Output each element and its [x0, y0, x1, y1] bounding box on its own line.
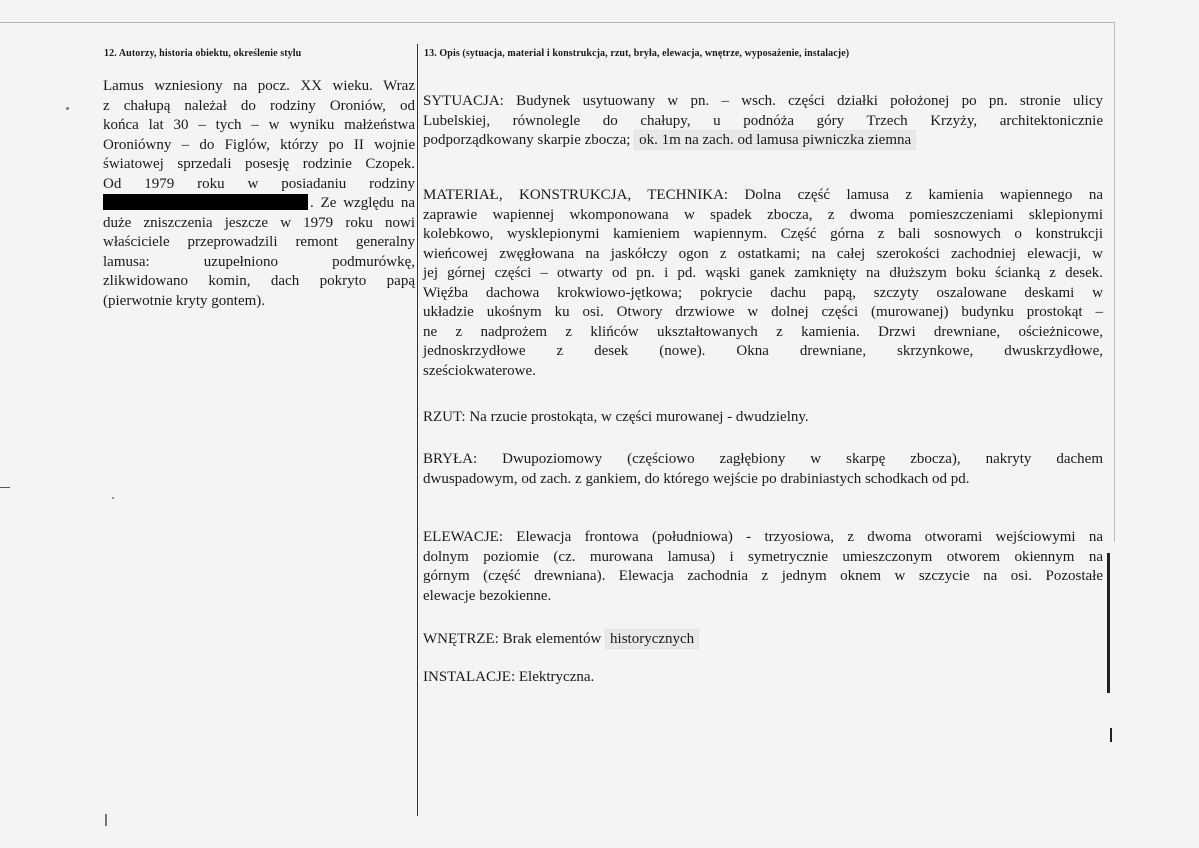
elewacje-line: elewacje bezokienne.: [423, 587, 552, 604]
margin-bar: [1110, 728, 1112, 742]
bryla-line: dwuspadowym, od zach. z gankiem, do którego wejście po drabiniastych schodkach od pd.: [423, 470, 970, 487]
material-line: ne z nadprożem z klińców ukształtowanych z kamienia. Drzwi drewniane, ościeżnicowe,: [423, 323, 1103, 340]
sytuacja-line: [423, 131, 1103, 151]
material-line: wieńcowej zwęgłowana na jaskółczy ogon z ostatkami; na całej szerokości zachodniej elewacji, w: [423, 245, 1103, 262]
material-line: Więźba dachowa krokwiowo-jętkowa; pokrycie dachu papą, szczyty oszalowane deskami w: [423, 284, 1103, 301]
history-line: Oroniówny – do Figlów, którzy po II wojnie: [103, 136, 415, 153]
column-divider: [417, 44, 418, 816]
section-12-header: 12. Autorzy, historia obiektu, określenie stylu: [104, 48, 302, 59]
material-paragraph: [423, 186, 1103, 381]
history-line: duże zniszczenia jeszcze w 1979 roku nowi: [103, 214, 415, 231]
history-line: zlikwidowano komin, dach pokryto papą: [103, 273, 415, 289]
instalacje-line: INSTALACJE: Elektryczna.: [423, 669, 595, 685]
section-13-header: 13. Opis (sytuacja, materiał i konstrukcja, rzut, bryła, elewacja, wnętrze, wyposażenie, instalacje): [424, 48, 850, 59]
history-line: z chałupą należał do rodziny Oroniów, od: [103, 97, 415, 114]
wnetrze-paragraph: [423, 630, 1103, 650]
wnetrze-line: [423, 630, 1103, 650]
elewacje-line: dolnym poziomie (cz. murowana lamusa) i symetrycznie umieszczonym otworem okiennym na: [423, 548, 1103, 565]
elewacje-line: górnym (część drewniana). Elewacja zachodnia z jednym oknem w szczycie na osi. Pozostałe: [423, 568, 1103, 584]
material-line: jej górnej części – otwarty od pn. i pd. wąski ganek zamknięty na dłuższym boku ścianką z desek.: [423, 265, 1103, 281]
history-text: [103, 77, 415, 311]
elewacje-line: ELEWACJE: Elewacja frontowa (południowa) - trzyosiowa, z dwoma otworami wejściowymi na: [423, 529, 1103, 545]
history-line: Lamus wzniesiony na pocz. XX wieku. Wraz: [103, 78, 415, 94]
rzut-line: RZUT: Na rzucie prostokąta, w części murowanej - dwudzielny.: [423, 409, 809, 425]
history-line: końca lat 30 – tych – w wyniku małżeństwa: [103, 117, 415, 133]
material-line: kolebkowo, wysklepionymi kamieniem wapiennym. Część górna z bali sosnowych o konstrukcji: [423, 226, 1103, 242]
wnetrze-label: WNĘTRZE: Brak elementów: [423, 631, 602, 647]
history-line: światowej sprzedali posesję rodzinie Czopek.: [103, 156, 415, 172]
history-line: właściciele przeprowadzili remont generalny: [103, 234, 415, 250]
scan-speck: [66, 107, 69, 110]
sytuacja-line: SYTUACJA: Budynek usytuowany w pn. – wsch. części działki położonej po pn. stronie ulicy: [423, 93, 1103, 109]
material-line: zaprawie wapiennej wkomponowana w spadek zbocza, z dwoma pomieszczeniami sklepionymi: [423, 206, 1103, 223]
scan-speck: [112, 497, 114, 499]
margin-mark: [0, 487, 10, 488]
sytuacja-paragraph: [423, 92, 1103, 151]
rzut-paragraph: [423, 408, 1103, 428]
top-border-line: [0, 22, 1115, 23]
history-line: (pierwotnie kryty gontem).: [103, 292, 266, 309]
sytuacja-line: Lubelskiej, równolegle do chałupy, u podnóża góry Trzech Krzyży, architektonicznie: [423, 112, 1103, 129]
sytuacja-text: podporządkowany skarpie zbocza;: [423, 132, 631, 148]
material-line: jednoskrzydłowe z desek (nowe). Okna drewniane, skrzynkowe, dwuskrzydłowe,: [423, 343, 1103, 359]
right-border-line: [1114, 22, 1115, 542]
cellar-note: ok. 1m na zach. od lamusa piwniczka ziemna: [634, 130, 916, 150]
bryla-line: BRYŁA: Dwupoziomowy (częściowo zagłębiony w skarpę zbocza), nakryty dachem: [423, 451, 1103, 467]
history-line-redacted: [103, 194, 415, 214]
history-line: Od 1979 roku w posiadaniu rodziny: [103, 175, 415, 192]
material-line: sześciokwaterowe.: [423, 362, 536, 379]
material-line: MATERIAŁ, KONSTRUKCJA, TECHNIKA: Dolna część lamusa z kamienia wapiennego na: [423, 187, 1103, 203]
scan-speck: [105, 814, 107, 826]
material-line: układzie ukośnym ku osi. Otwory drzwiowe w dolnej części (murowanej) budynku prostokąt –: [423, 304, 1103, 320]
instalacje-paragraph: [423, 668, 1103, 688]
history-line-tail: . Ze względu na: [310, 195, 415, 211]
elewacje-paragraph: [423, 528, 1103, 606]
history-line: lamusa: uzupełniono podmurówkę,: [103, 253, 415, 270]
redaction-bar: [103, 194, 308, 210]
margin-bar: [1107, 553, 1110, 693]
bryla-paragraph: [423, 450, 1103, 489]
wnetrze-value: historycznych: [605, 629, 699, 649]
